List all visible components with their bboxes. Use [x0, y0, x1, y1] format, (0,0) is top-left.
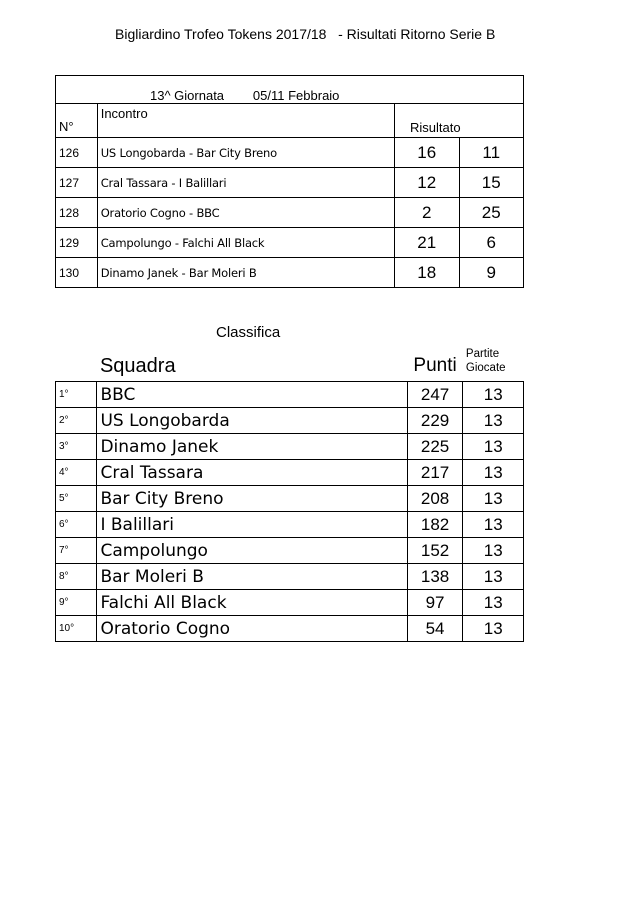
score-home: 16 — [395, 138, 459, 168]
match-number: 129 — [56, 228, 98, 258]
match-teams: Campolungo - Falchi All Black — [97, 228, 394, 258]
position: 7° — [56, 538, 97, 564]
standings-table — [55, 340, 524, 642]
result-row — [56, 168, 524, 198]
position: 6° — [56, 512, 97, 538]
results-header-row — [56, 104, 524, 138]
position: 5° — [56, 486, 97, 512]
games-played: 13 — [463, 512, 524, 538]
standings-row — [56, 512, 524, 538]
games-played: 13 — [463, 408, 524, 434]
match-teams: Cral Tassara - I Balillari — [97, 168, 394, 198]
team-name: Campolungo — [97, 538, 407, 564]
games-played: 13 — [463, 382, 524, 408]
header-squadra: Squadra — [99, 355, 176, 377]
giornata-header — [56, 76, 524, 104]
header-pos-blank — [56, 340, 97, 382]
position: 3° — [56, 434, 97, 460]
team-points: 97 — [407, 590, 463, 616]
standings-header-row — [56, 340, 524, 382]
games-played: 13 — [463, 564, 524, 590]
standings-row — [56, 564, 524, 590]
standings-row — [56, 486, 524, 512]
header-partite-giocate — [463, 340, 524, 382]
score-home: 2 — [395, 198, 459, 228]
score-away: 6 — [459, 228, 524, 258]
games-played: 13 — [463, 538, 524, 564]
team-points: 229 — [407, 408, 463, 434]
games-played: 13 — [463, 616, 524, 642]
team-points: 217 — [407, 460, 463, 486]
standings-row — [56, 408, 524, 434]
result-row — [56, 138, 524, 168]
results-table — [55, 75, 524, 288]
match-teams: Oratorio Cogno - BBC — [97, 198, 394, 228]
games-played: 13 — [463, 590, 524, 616]
standings-row — [56, 590, 524, 616]
standings-row — [56, 382, 524, 408]
team-name: Oratorio Cogno — [97, 616, 407, 642]
match-number: 128 — [56, 198, 98, 228]
score-home: 12 — [395, 168, 459, 198]
header-punti: Punti — [413, 355, 457, 376]
standings-row — [56, 616, 524, 642]
match-number: 126 — [56, 138, 98, 168]
header-n: N° — [56, 104, 98, 138]
result-row — [56, 258, 524, 288]
team-points: 208 — [407, 486, 463, 512]
header-partite-line2: Giocate — [465, 361, 506, 374]
team-name: Bar City Breno — [97, 486, 407, 512]
games-played: 13 — [463, 486, 524, 512]
team-name: I Balillari — [97, 512, 407, 538]
score-away: 25 — [459, 198, 524, 228]
team-points: 54 — [407, 616, 463, 642]
team-name: Cral Tassara — [97, 460, 407, 486]
team-name: BBC — [97, 382, 407, 408]
team-points: 138 — [407, 564, 463, 590]
position: 9° — [56, 590, 97, 616]
standings-row — [56, 538, 524, 564]
match-number: 130 — [56, 258, 98, 288]
games-played: 13 — [463, 460, 524, 486]
classifica-title: Classifica — [216, 324, 281, 341]
games-played: 13 — [463, 434, 524, 460]
position: 1° — [56, 382, 97, 408]
team-points: 152 — [407, 538, 463, 564]
team-name: US Longobarda — [97, 408, 407, 434]
team-name: Bar Moleri B — [97, 564, 407, 590]
giornata-label: 13^ Giornata 05/11 Febbraio — [150, 88, 340, 103]
score-away: 11 — [459, 138, 524, 168]
position: 10° — [56, 616, 97, 642]
team-name: Falchi All Black — [97, 590, 407, 616]
match-number: 127 — [56, 168, 98, 198]
header-incontro: Incontro — [97, 104, 394, 138]
score-home: 18 — [395, 258, 459, 288]
standings-row — [56, 434, 524, 460]
result-row — [56, 198, 524, 228]
standings-row — [56, 460, 524, 486]
score-away: 15 — [459, 168, 524, 198]
match-teams: Dinamo Janek - Bar Moleri B — [97, 258, 394, 288]
position: 8° — [56, 564, 97, 590]
team-points: 225 — [407, 434, 463, 460]
score-away: 9 — [459, 258, 524, 288]
team-name: Dinamo Janek — [97, 434, 407, 460]
header-partite-line1: Partite — [465, 347, 500, 360]
match-teams: US Longobarda - Bar City Breno — [97, 138, 394, 168]
position: 2° — [56, 408, 97, 434]
team-points: 182 — [407, 512, 463, 538]
position: 4° — [56, 460, 97, 486]
team-points: 247 — [407, 382, 463, 408]
score-home: 21 — [395, 228, 459, 258]
document-title: Bigliardino Trofeo Tokens 2017/18 - Risultati Ritorno Serie B — [115, 26, 496, 42]
header-risultato: Risultato — [395, 104, 524, 138]
result-row — [56, 228, 524, 258]
